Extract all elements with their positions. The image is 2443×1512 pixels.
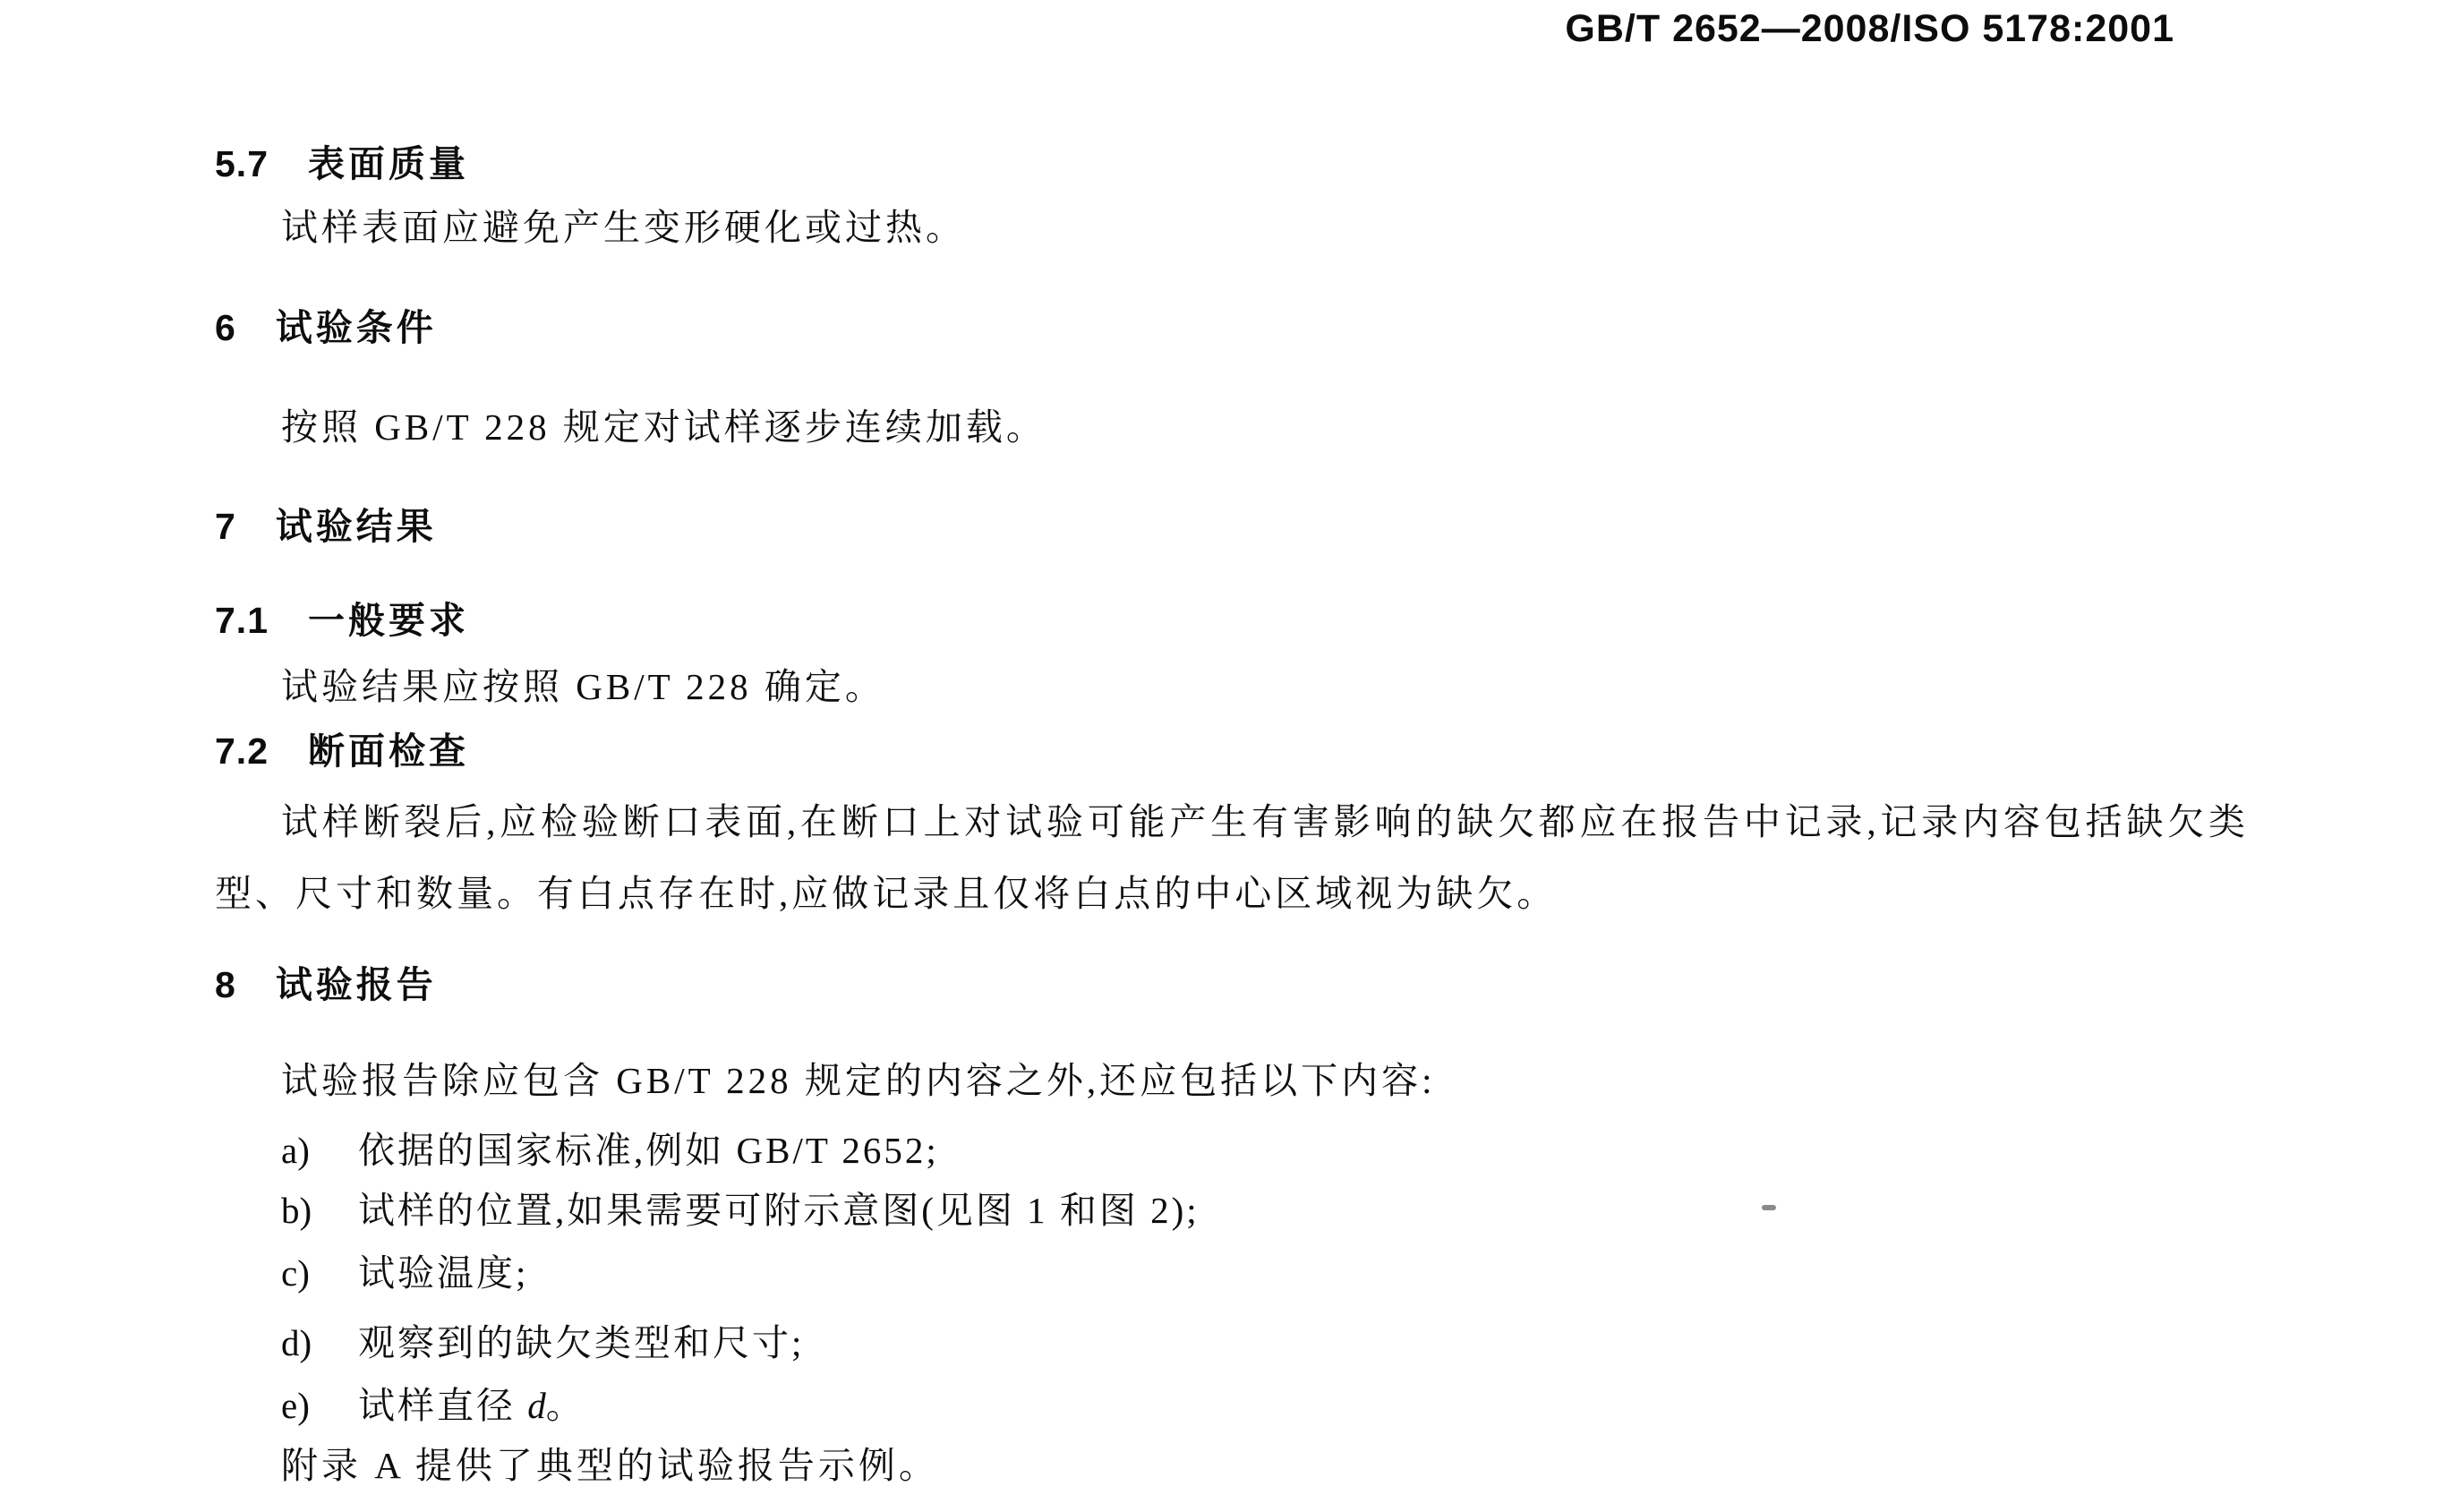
section-title: 试验报告 (275, 964, 437, 1005)
scan-artifact-dot (1762, 1205, 1776, 1210)
list-item-text: 观察到的缺欠类型和尺寸; (358, 1322, 805, 1363)
section-number: 7.2 (215, 730, 269, 772)
section-title: 一般要求 (308, 600, 469, 641)
list-marker: a) (281, 1130, 310, 1171)
list-item-text: 试验温度; (358, 1252, 529, 1294)
paragraph-7-1: 试验结果应按照 GB/T 228 确定。 (281, 666, 885, 707)
heading-7 (215, 497, 437, 550)
variable-d: d (527, 1385, 546, 1426)
heading-7-2 (215, 722, 469, 774)
paragraph-8-closing: 附录 A 提供了典型的试验报告示例。 (281, 1445, 939, 1486)
paragraph-6: 按照 GB/T 228 规定对试样逐步连续加载。 (281, 406, 1046, 448)
list-marker: c) (281, 1252, 310, 1294)
heading-7-1 (215, 591, 469, 644)
heading-5-7 (215, 134, 469, 187)
list-item-c (281, 1243, 528, 1296)
heading-6 (215, 298, 437, 351)
list-marker: b) (281, 1190, 312, 1231)
list-item-a (281, 1121, 939, 1174)
section-title: 试验条件 (275, 307, 437, 348)
list-item-text: 依据的国家标准,例如 GB/T 2652; (358, 1130, 939, 1171)
list-marker: e) (281, 1385, 310, 1426)
heading-8 (215, 955, 437, 1008)
section-number: 7 (215, 506, 236, 547)
section-title: 试验结果 (275, 506, 437, 547)
section-number: 7.1 (215, 600, 269, 641)
paragraph-7-2: 试样断裂后,应检验断口表面,在断口上对试验可能产生有害影响的缺欠都应在报告中记录,记录内容包括缺欠类型、尺寸和数量。有白点存在时,应做记录且仅将白点的中心区域视为缺欠。 (215, 801, 2249, 914)
section-number: 6 (215, 307, 236, 348)
list-item-text-suffix: 。 (545, 1385, 585, 1426)
paragraph-8-intro: 试验报告除应包含 GB/T 228 规定的内容之外,还应包括以下内容: (281, 1060, 1436, 1101)
list-marker: d) (281, 1322, 312, 1363)
section-title: 断面检查 (308, 730, 469, 772)
paragraph-5-7: 试样表面应避免产生变形硬化或过热。 (281, 207, 966, 248)
section-title: 表面质量 (308, 143, 469, 184)
section-number: 5.7 (215, 143, 269, 184)
list-item-d (281, 1313, 804, 1366)
standard-number: GB/T 2652—2008/ISO 5178:2001 (1565, 7, 2174, 50)
section-number: 8 (215, 964, 236, 1005)
list-item-b (281, 1181, 1200, 1234)
list-item-text: 试样的位置,如果需要可附示意图(见图 1 和图 2); (358, 1190, 1200, 1231)
list-item-e (281, 1376, 585, 1429)
list-item-text: 试样直径 (358, 1385, 528, 1426)
